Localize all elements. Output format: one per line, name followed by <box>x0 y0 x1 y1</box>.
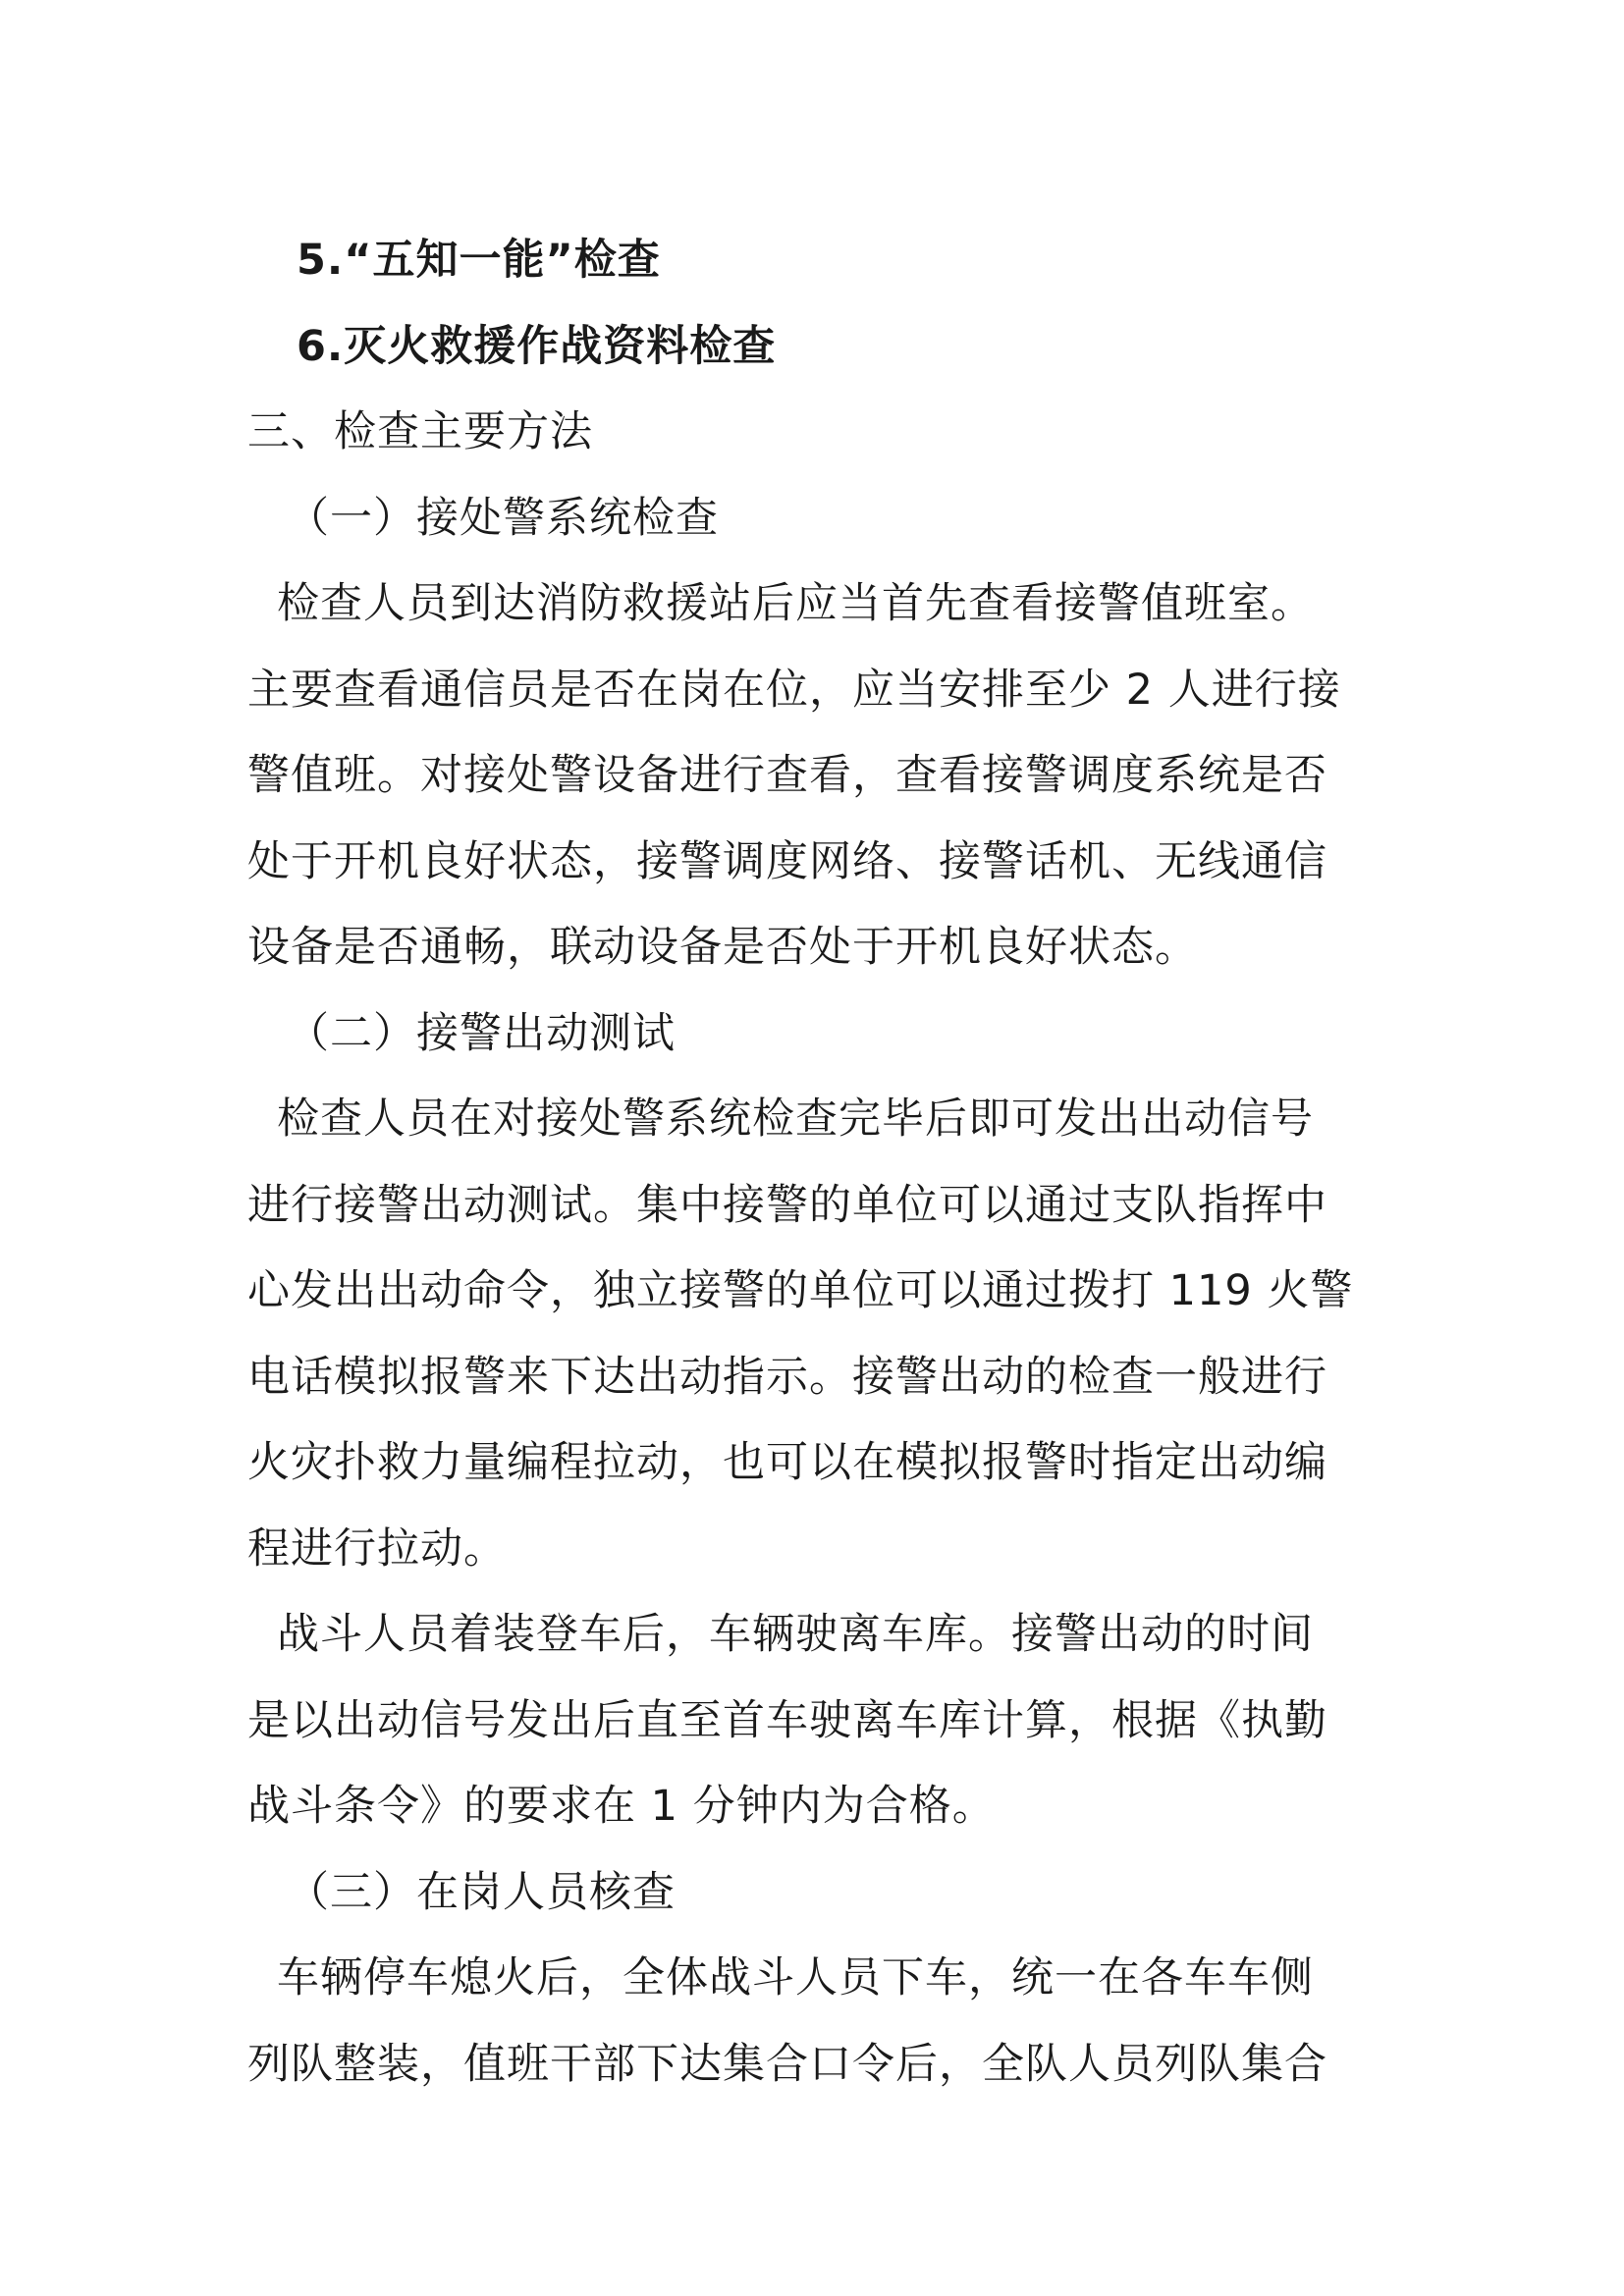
paragraph-1-line-4: 处于开机良好状态，接警调度网络、接警话机、无线通信 <box>247 836 1327 886</box>
document-page <box>247 218 1386 2108</box>
paragraph-3-line-3: 战斗条令》的要求在 1 分钟内为合格。 <box>247 1782 996 1831</box>
paragraph-2-line-2: 进行接警出动测试。集中接警的单位可以通过支队指挥中 <box>247 1180 1327 1230</box>
paragraph-3-line-1: 战斗人员着装登车后，车辆驶离车库。接警出动的时间 <box>277 1610 1314 1659</box>
paragraph-1-line-5: 设备是否通畅，联动设备是否处于开机良好状态。 <box>247 923 1198 972</box>
section-heading-6: 6.灭火救援作战资料检查 <box>297 321 777 371</box>
paragraph-2-line-4: 电话模拟报警来下达出动指示。接警出动的检查一般进行 <box>247 1352 1327 1402</box>
chapter-heading-3: 三、检查主要方法 <box>247 407 593 456</box>
section-heading-5: 5.“五知一能”检查 <box>297 236 661 285</box>
subheading-2: （二）接警出动测试 <box>287 1008 676 1058</box>
subheading-1: （一）接处警系统检查 <box>287 493 719 543</box>
paragraph-1-line-3: 警值班。对接处警设备进行查看，查看接警调度系统是否 <box>247 751 1327 800</box>
paragraph-1-line-2: 主要查看通信员是否在岗在位，应当安排至少 2 人进行接 <box>247 665 1341 715</box>
paragraph-2-line-3: 心发出出动命令，独立接警的单位可以通过拨打 119 火警 <box>247 1266 1354 1315</box>
paragraph-2-line-1: 检查人员在对接处警系统检查完毕后即可发出出动信号 <box>277 1095 1314 1144</box>
paragraph-4-line-1: 车辆停车熄火后，全体战斗人员下车，统一在各车车侧 <box>277 1953 1314 2002</box>
paragraph-4-line-2: 列队整装，值班干部下达集合口令后，全队人员列队集合 <box>247 2039 1327 2089</box>
paragraph-2-line-6: 程进行拉动。 <box>247 1523 507 1574</box>
paragraph-2-line-5: 火灾扑救力量编程拉动，也可以在模拟报警时指定出动编 <box>247 1438 1327 1487</box>
subheading-3: （三）在岗人员核查 <box>287 1867 676 1917</box>
paragraph-3-line-2: 是以出动信号发出后直至首车驶离车库计算，根据《执勤 <box>247 1695 1327 1745</box>
paragraph-1-line-1: 检查人员到达消防救援站后应当首先查看接警值班室。 <box>277 579 1314 628</box>
